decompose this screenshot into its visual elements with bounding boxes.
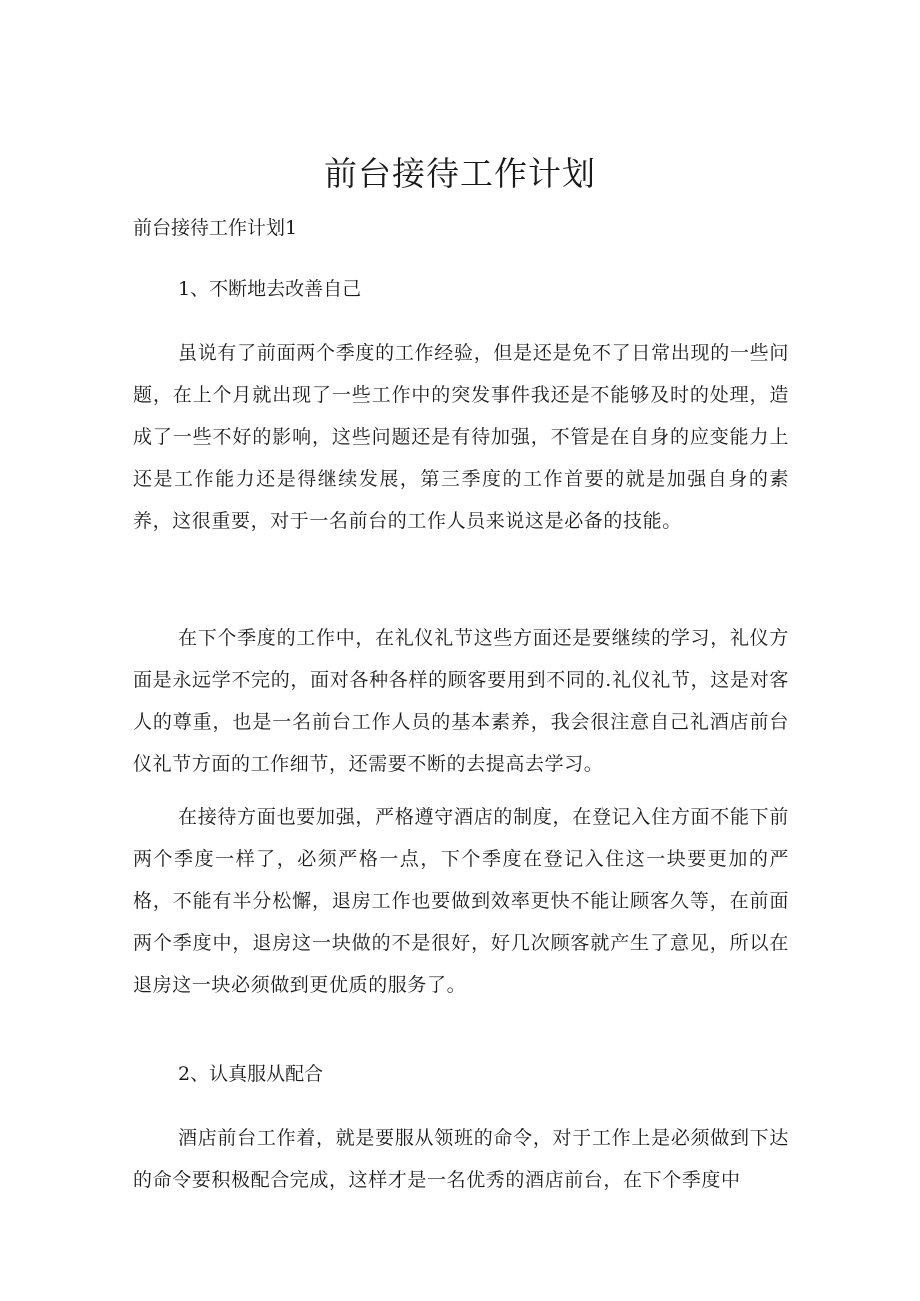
- paragraph-2: 在下个季度的工作中，在礼仪礼节这些方面还是要继续的学习，礼仪方面是永远学不完的，面对各种各样的顾客要用到不同的.礼仪礼节，这是对客人的尊重，也是一名前台工作人员的基本素养，我会很注意自己礼酒店前台仪礼节方面的工作细节，还需要不断的去提高去学习。: [133, 627, 789, 775]
- paragraph-4: 酒店前台工作着，就是要服从领班的命令，对于工作上是必须做到下达的命令要积极配合完成，这样才是一名优秀的酒店前台，在下个季度中: [133, 1127, 789, 1191]
- document-subtitle: 前台接待工作计划1: [133, 217, 298, 239]
- section-1-heading: 1、不断地去改善自己: [178, 278, 362, 300]
- section-2-heading: 2、认真服从配合: [178, 1063, 324, 1085]
- document-title: 前台接待工作计划: [324, 154, 596, 193]
- paragraph-1: 虽说有了前面两个季度的工作经验，但是还是免不了日常出现的一些问题，在上个月就出现了一些工作中的突发事件我还是不能够及时的处理，造成了一些不好的影响，这些问题还是有待加强，不管是在自身的应变能力上还是工作能力还是得继续发展，第三季度的工作首要的就是加强自身的素养，这很重要，对于一名前台的工作人员来说这是必备的技能。: [133, 342, 789, 532]
- paragraph-3: 在接待方面也要加强，严格遵守酒店的制度，在登记入住方面不能下前两个季度一样了，必须严格一点，下个季度在登记入住这一块要更加的严格，不能有半分松懈，退房工作也要做到效率更快不能让顾客久等，在前面两个季度中，退房这一块做的不是很好，好几次顾客就产生了意见，所以在退房这一块必须做到更优质的服务了。: [133, 806, 789, 996]
